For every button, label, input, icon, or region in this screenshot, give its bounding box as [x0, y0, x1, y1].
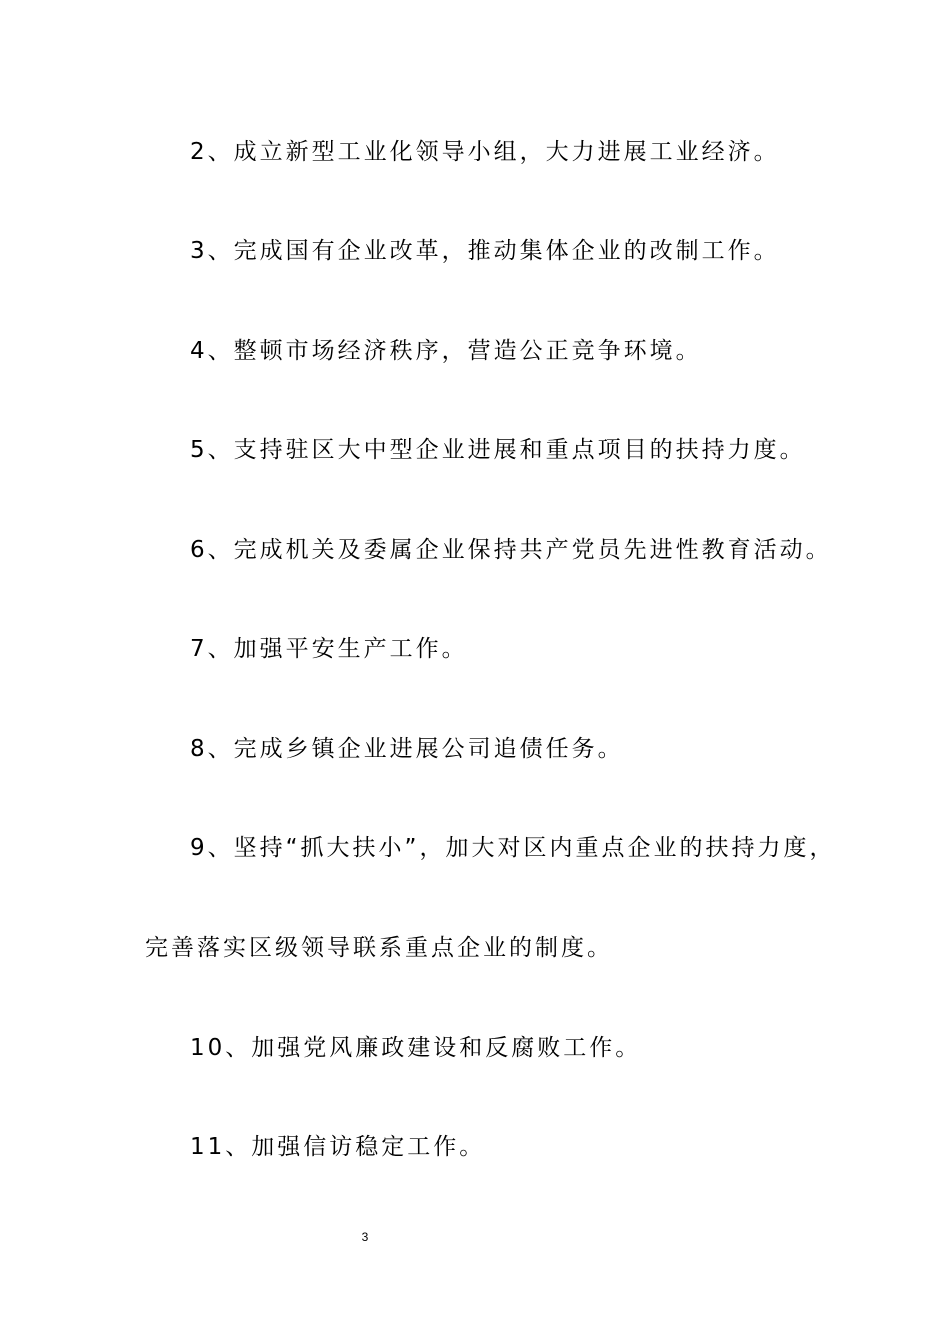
list-item-5: 5、支持驻区大中型企业进展和重点项目的扶持力度。 [190, 437, 806, 463]
list-item-9: 9、坚持“抓大扶小”，加大对区内重点企业的扶持力度， [190, 835, 836, 861]
list-item-4: 4、整顿市场经济秩序，营造公正竞争环境。 [190, 338, 702, 364]
list-item-2: 2、成立新型工业化领导小组，大力进展工业经济。 [190, 139, 780, 165]
page-number: 3 [361, 1230, 369, 1244]
list-item-8: 8、完成乡镇企业进展公司追债任务。 [190, 736, 624, 762]
list-item-11: 11、加强信访稳定工作。 [190, 1134, 486, 1160]
list-item-7: 7、加强平安生产工作。 [190, 636, 468, 662]
list-item-10: 10、加强党风廉政建设和反腐败工作。 [190, 1035, 642, 1061]
list-item-6: 6、完成机关及委属企业保持共产党员先进性教育活动。 [190, 537, 832, 563]
list-item-3: 3、完成国有企业改革，推动集体企业的改制工作。 [190, 238, 780, 264]
list-item-9-continuation: 完善落实区级领导联系重点企业的制度。 [145, 935, 613, 961]
